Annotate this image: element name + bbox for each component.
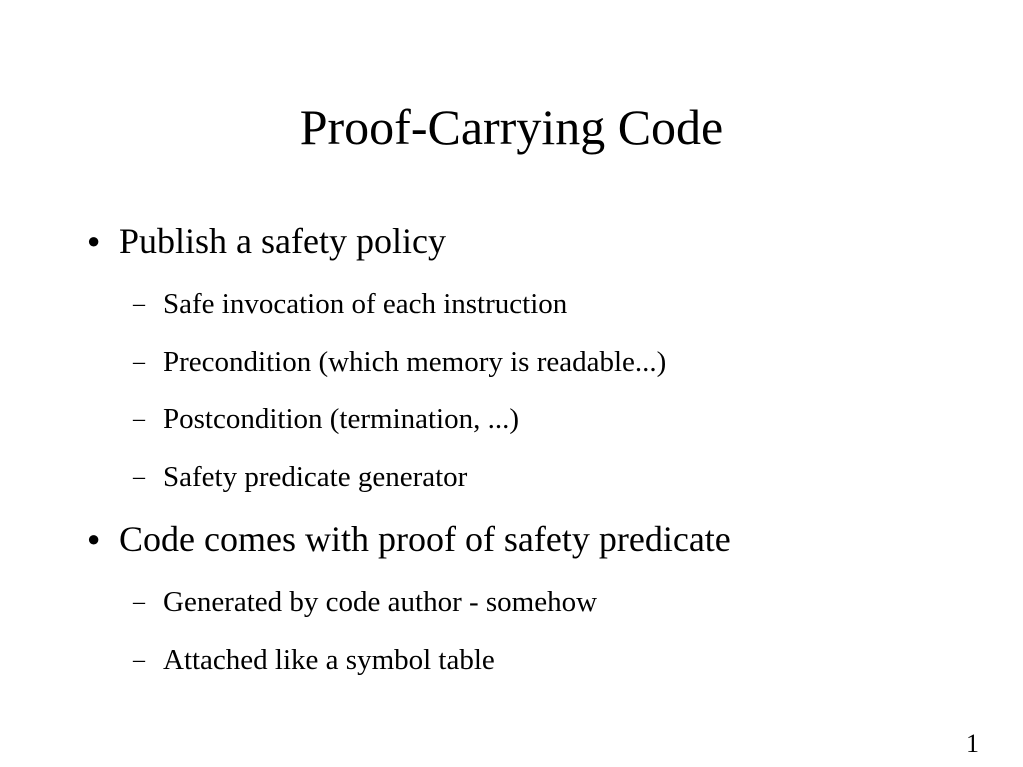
slide-title: Proof-Carrying Code: [299, 99, 724, 155]
sub-bullet-text: Safety predicate generator: [163, 461, 468, 493]
sub-bullet-text: Postcondition (termination, ...): [163, 403, 520, 435]
sub-bullet-text: Precondition (which memory is readable...): [163, 346, 667, 378]
sub-bullet-text: Generated by code author - somehow: [163, 586, 598, 618]
dash-icon: –: [133, 589, 145, 615]
page-number: 1: [966, 729, 979, 758]
dash-icon: –: [133, 406, 145, 432]
bullet-text: Code comes with proof of safety predicate: [119, 519, 731, 559]
bullet-text: Publish a safety policy: [119, 221, 446, 261]
sub-bullet-text: Attached like a symbol table: [163, 644, 495, 676]
dash-icon: –: [133, 647, 145, 673]
dash-icon: –: [133, 349, 145, 375]
bullet-dot-icon: ●: [87, 228, 101, 253]
dash-icon: –: [133, 464, 145, 490]
sub-bullet-text: Safe invocation of each instruction: [163, 288, 568, 320]
bullet-dot-icon: ●: [87, 526, 101, 551]
dash-icon: –: [133, 291, 145, 317]
